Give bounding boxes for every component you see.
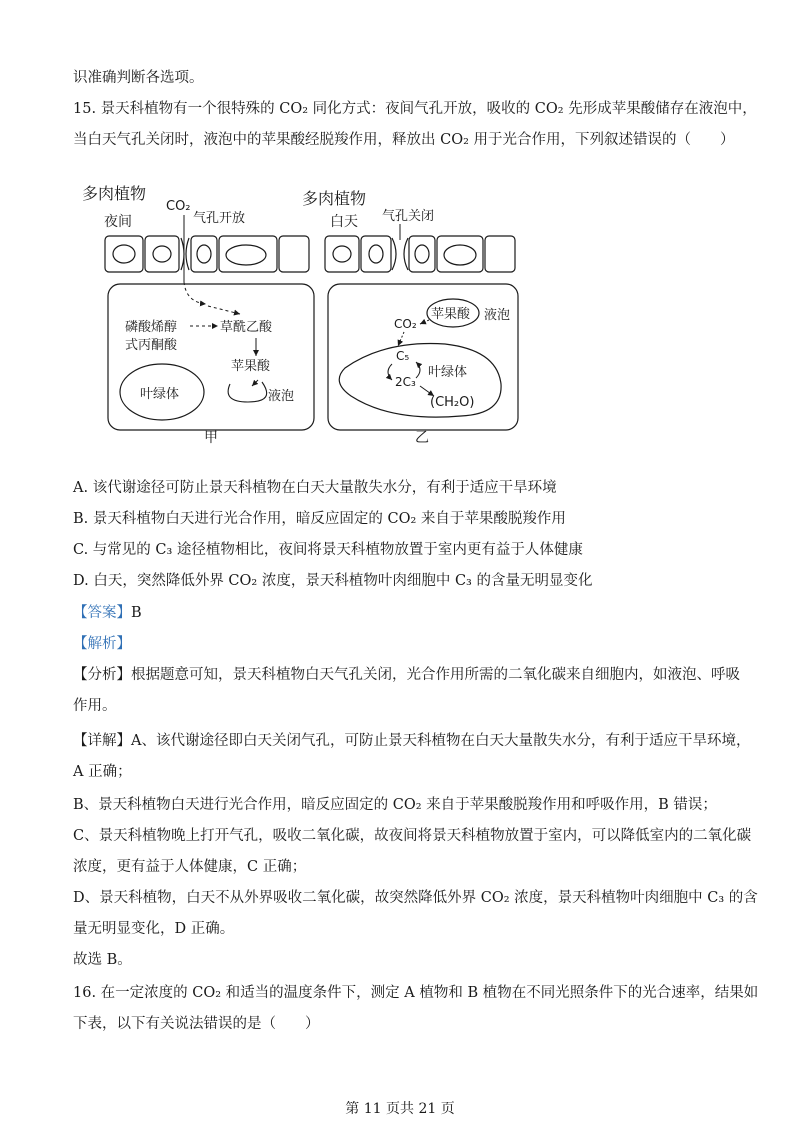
c3-label: 2C₃ — [395, 375, 416, 389]
xiangjie-line2: A 正确； — [73, 764, 132, 780]
pep-label-2: 式丙酮酸 — [125, 338, 178, 353]
xiangjie-line1: 【详解】A、该代谢途径即白天关闭气孔，可防止景天科植物在白天大量散失水分，有利于适应干旱环境， — [73, 733, 751, 749]
option-c: C. 与常见的 C₃ 途径植物相比，夜间将景天科植物放置于室内更有益于人体健康 — [73, 542, 583, 558]
figure-cam-plants — [0, 0, 800, 460]
c5-label: C₅ — [396, 349, 410, 363]
answer-line — [73, 603, 142, 623]
left-stoma-label: 气孔开放 — [193, 211, 246, 226]
fenxi-line2: 作用。 — [73, 698, 117, 714]
question-16-line2: 下表，以下有关说法错误的是（ ） — [73, 1016, 320, 1032]
answer-value: B — [131, 605, 142, 621]
left-time-label: 夜间 — [104, 214, 132, 230]
left-cell-box — [108, 284, 314, 430]
option-b: B. 景天科植物白天进行光合作用，暗反应固定的 CO₂ 来自于苹果酸脱羧作用 — [73, 511, 566, 527]
page-footer: 第 11 页共 21 页 — [345, 1101, 455, 1117]
detail-c-line2: 浓度，更有益于人体健康，C 正确； — [73, 859, 307, 875]
analysis-tag: 【解析】 — [73, 636, 131, 652]
ch2o-label: (CH₂O) — [430, 395, 475, 410]
malate-right-label: 苹果酸 — [431, 307, 471, 322]
right-stoma-label: 气孔关闭 — [382, 209, 435, 224]
question-16-line1: 16. 在一定浓度的 CO₂ 和适当的温度条件下，测定 A 植物和 B 植物在不同光照条件下的光合速率，结果如 — [73, 985, 759, 1001]
vacuole-left-label: 液泡 — [268, 389, 295, 404]
fenxi-line1: 【分析】根据题意可知，景天科植物白天气孔关闭，光合作用所需的二氧化碳来自细胞内，如液泡、呼吸 — [73, 667, 740, 683]
right-co2-label: CO₂ — [394, 317, 417, 331]
right-time-label: 白天 — [330, 214, 358, 230]
left-title: 多肉植物 — [82, 184, 147, 203]
right-epidermis-cells — [325, 236, 515, 272]
detail-b: B、景天科植物白天进行光合作用，暗反应固定的 CO₂ 来自于苹果酸脱羧作用和呼吸作用，B 错误； — [73, 797, 717, 813]
chloroplast-right-label: 叶绿体 — [428, 365, 468, 380]
malate-left-label: 苹果酸 — [231, 359, 271, 374]
right-title: 多肉植物 — [302, 189, 367, 208]
option-a: A. 该代谢途径可防止景天科植物在白天大量散失水分，有利于适应干旱环境 — [73, 480, 557, 496]
option-d: D. 白天，突然降低外界 CO₂ 浓度，景天科植物叶肉细胞中 C₃ 的含量无明显变化 — [73, 573, 593, 589]
question-15-line1: 15. 景天科植物有一个很特殊的 CO₂ 同化方式：夜间气孔开放，吸收的 CO₂ 先形成苹果酸储存在液泡中， — [73, 101, 757, 117]
left-co2-label: CO₂ — [166, 199, 191, 214]
chloroplast-right — [339, 344, 501, 418]
oaa-label: 草酰乙酸 — [220, 320, 273, 335]
question-15-line2: 当白天气孔关闭时，液泡中的苹果酸经脱羧作用，释放出 CO₂ 用于光合作用，下列叙述错误的（ ） — [73, 132, 735, 148]
panel-right-label: 乙 — [415, 430, 429, 446]
left-epidermis-cells — [105, 236, 309, 272]
vacuole-left — [228, 382, 267, 402]
detail-d-line1: D、景天科植物，白天不从外界吸收二氧化碳，故突然降低外界 CO₂ 浓度，景天科植物叶肉细胞中 C₃ 的含 — [73, 890, 758, 906]
vacuole-right-label: 液泡 — [484, 308, 511, 323]
answer-tag: 【答案】 — [73, 605, 131, 621]
detail-c-line1: C、景天科植物晚上打开气孔，吸收二氧化碳，故夜间将景天科植物放置于室内，可以降低室内的二氧化碳 — [73, 828, 752, 844]
text-line: 识准确判断各选项。 — [73, 70, 204, 86]
detail-d-line2: 量无明显变化，D 正确。 — [73, 921, 235, 937]
pep-label-1: 磷酸烯醇 — [125, 320, 178, 335]
chloroplast-left-label: 叶绿体 — [140, 387, 180, 402]
choose-line: 故选 B。 — [73, 952, 132, 968]
panel-left-label: 甲 — [204, 430, 218, 446]
